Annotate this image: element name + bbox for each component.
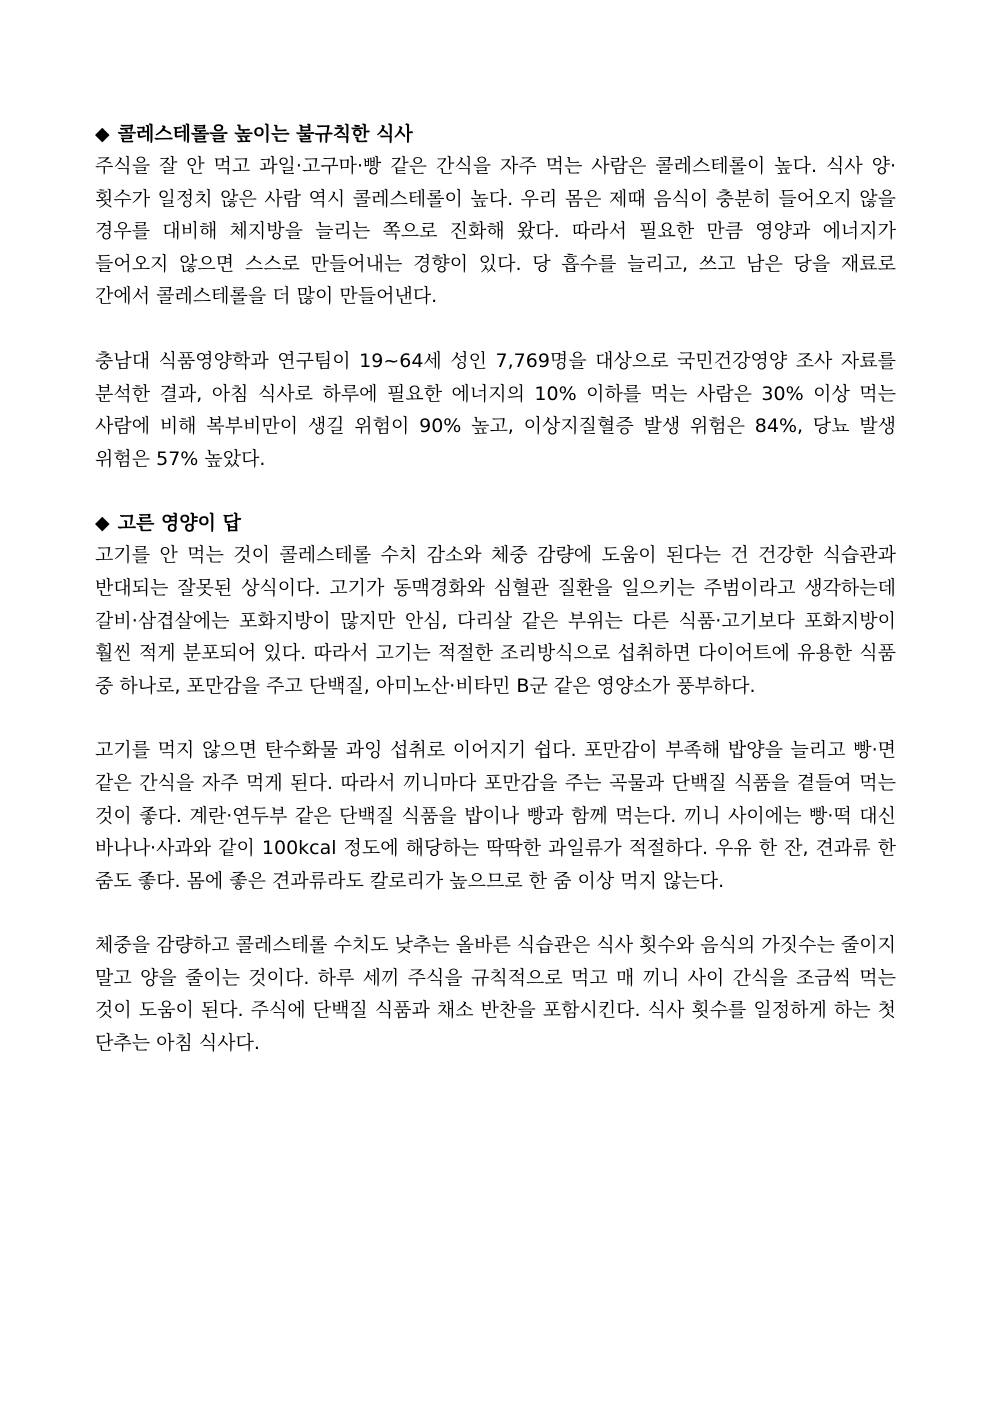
paragraph: 고기를 먹지 않으면 탄수화물 과잉 섭취로 이어지기 쉽다. 포만감이 부족해 밥양을 늘리고 빵·면 같은 간식을 자주 먹게 된다. 따라서 끼니마다 포만감을 주는 곡물과 단백질 식품을 곁들여 먹는 것이 좋다. 계란·연두부 같은 단백질 식품을 밥이나 빵과 함께 먹는다. 끼니 사이에는 빵·떡 대신 바나나·사과와 같이 100kcal 정도에 해당하는 딱딱한 과일류가 적절하다. 우유 한 잔, 견과류 한 줌도 좋다. 몸에 좋은 견과류라도 칼로리가 높으므로 한 줌 이상 먹지 않는다. bbox=[95, 739, 896, 892]
diamond-bullet-icon: ◆ bbox=[95, 512, 110, 535]
section-title: 콜레스테롤을 높이는 불규칙한 식사 bbox=[117, 123, 413, 145]
paragraph-spacer bbox=[95, 702, 896, 734]
diamond-bullet-icon: ◆ bbox=[95, 123, 110, 145]
section-heading-nutrition bbox=[95, 507, 896, 539]
paragraph-spacer bbox=[95, 475, 896, 507]
paragraph: 주식을 잘 안 먹고 과일·고구마·빵 같은 간식을 자주 먹는 사람은 콜레스테롤이 높다. 식사 양·횟수가 일정치 않은 사람 역시 콜레스테롤이 높다. 우리 몸은 제때 음식이 충분히 들어오지 않을 경우를 대비해 체지방을 늘리는 쪽으로 진화해 왔다. 따라서 필요한 만큼 영양과 에너지가 들어오지 않으면 스스로 만들어내는 경향이 있다. 당 흡수를 늘리고, 쓰고 남은 당을 재료로 간에서 콜레스테롤을 더 많이 만들어낸다. bbox=[95, 155, 896, 308]
section-heading-cholesterol bbox=[95, 118, 896, 150]
paragraph: 충남대 식품영양학과 연구팀이 19~64세 성인 7,769명을 대상으로 국민건강영양 조사 자료를 분석한 결과, 아침 식사로 하루에 필요한 에너지의 10% 이하를 먹는 사람은 30% 이상 먹는 사람에 비해 복부비만이 생길 위험이 90% 높고, 이상지질혈증 발생 위험은 84%, 당뇨 발생 위험은 57% 높았다. bbox=[95, 349, 896, 470]
paragraph-spacer bbox=[95, 313, 896, 345]
paragraph-spacer bbox=[95, 897, 896, 929]
section-title: 고른 영양이 답 bbox=[117, 512, 241, 535]
paragraph: 고기를 안 먹는 것이 콜레스테롤 수치 감소와 체중 감량에 도움이 된다는 건 건강한 식습관과 반대되는 잘못된 상식이다. 고기가 동맥경화와 심혈관 질환을 일으키는 주범이라고 생각하는데 갈비·삼겹살에는 포화지방이 많지만 안심, 다리살 같은 부위는 다른 식품·고기보다 포화지방이 훨씬 적게 분포되어 있다. 따라서 고기는 적절한 조리방식으로 섭취하면 다이어트에 유용한 식품 중 하나로, 포만감을 주고 단백질, 아미노산·비타민 B군 같은 영양소가 풍부하다. bbox=[95, 544, 896, 697]
document-page bbox=[95, 118, 896, 1060]
paragraph: 체중을 감량하고 콜레스테롤 수치도 낮추는 올바른 식습관은 식사 횟수와 음식의 가짓수는 줄이지 말고 양을 줄이는 것이다. 하루 세끼 주식을 규칙적으로 먹고 매 끼니 사이 간식을 조금씩 먹는 것이 도움이 된다. 주식에 단백질 식품과 채소 반찬을 포함시킨다. 식사 횟수를 일정하게 하는 첫 단추는 아침 식사다. bbox=[95, 934, 896, 1055]
